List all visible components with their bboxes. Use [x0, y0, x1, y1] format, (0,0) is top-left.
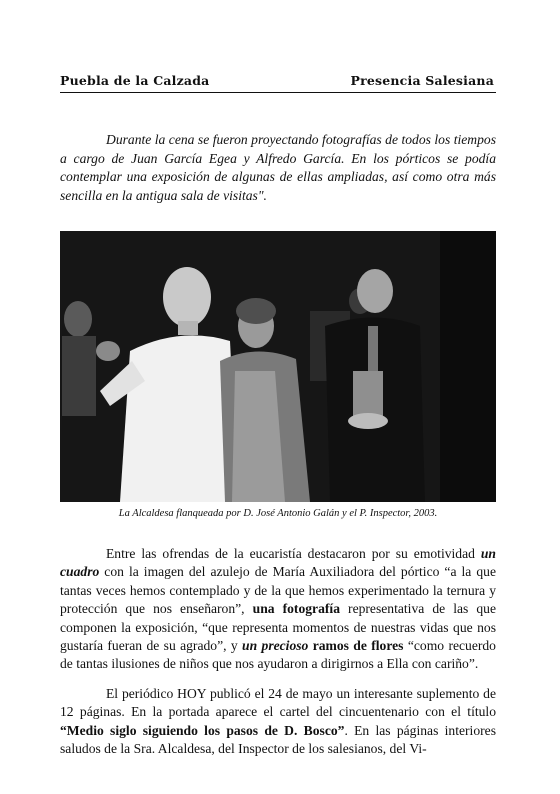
- p2-text-5: “como recuerdo de tantas ilusiones de niños que nos ayudaron a dirigirnos a Ella con cariño”.: [60, 638, 496, 672]
- p3-bold-title: “Medio siglo siguiendo los pasos de D. Bosco”: [60, 722, 345, 738]
- photo-caption: La Alcaldesa flanqueada por D. José Antonio Galán y el P. Inspector, 2003.: [118, 508, 438, 519]
- paragraph-offerings: [60, 545, 496, 674]
- p2-bold-un-cuadro: un cuadro: [60, 546, 496, 580]
- p2-text-2: con la imagen del azulejo de María Auxiliadora del pórtico “a la que tantas veces hemos contemplado y de la que hemos experimentado la ternura y protección que nos enseñaron”,: [60, 564, 496, 617]
- p3-text-1: El periódico HOY publicó el 24 de mayo un interesante suplemento de 12 páginas. En la portada aparece el cartel del cincuentenario con el título: [60, 686, 496, 720]
- running-header: [60, 68, 494, 92]
- p2-bold-ramos-de-flores: ramos de flores: [312, 638, 404, 654]
- event-photo: [60, 231, 496, 502]
- p2-text-3: representativa de las que componen la exposición, “que representa momentos de nuestras vidas que nos gustaría fueran de su agrado”, y: [60, 601, 497, 654]
- p2-bold-un-precioso: un precioso: [242, 638, 309, 654]
- p2-text-1: Entre las ofrendas de la eucaristía destacaron por su emotividad: [106, 546, 481, 561]
- intro-paragraph: Durante la cena se fueron proyectando fotografías de todos los tiempos a cargo de Juan García Egea y Alfredo García. En los pórticos se podía contemplar una exposición de algunas de ellas ampliadas, así como otra más sencilla en la antigua sala de visitas".: [60, 132, 496, 203]
- header-rule: [60, 92, 496, 93]
- paragraph-newspaper: [60, 685, 496, 759]
- header-left-title: Puebla de la Calzada: [60, 73, 210, 88]
- p2-bold-una-fotografia: una fotografía: [252, 601, 340, 617]
- photo-illustration: [60, 231, 496, 502]
- p3-text-2: . En las páginas interiores saludos de la Sra. Alcaldesa, del Inspector de los salesianos, del Vi-: [60, 722, 496, 757]
- header-right-title: Presencia Salesiana: [350, 73, 494, 88]
